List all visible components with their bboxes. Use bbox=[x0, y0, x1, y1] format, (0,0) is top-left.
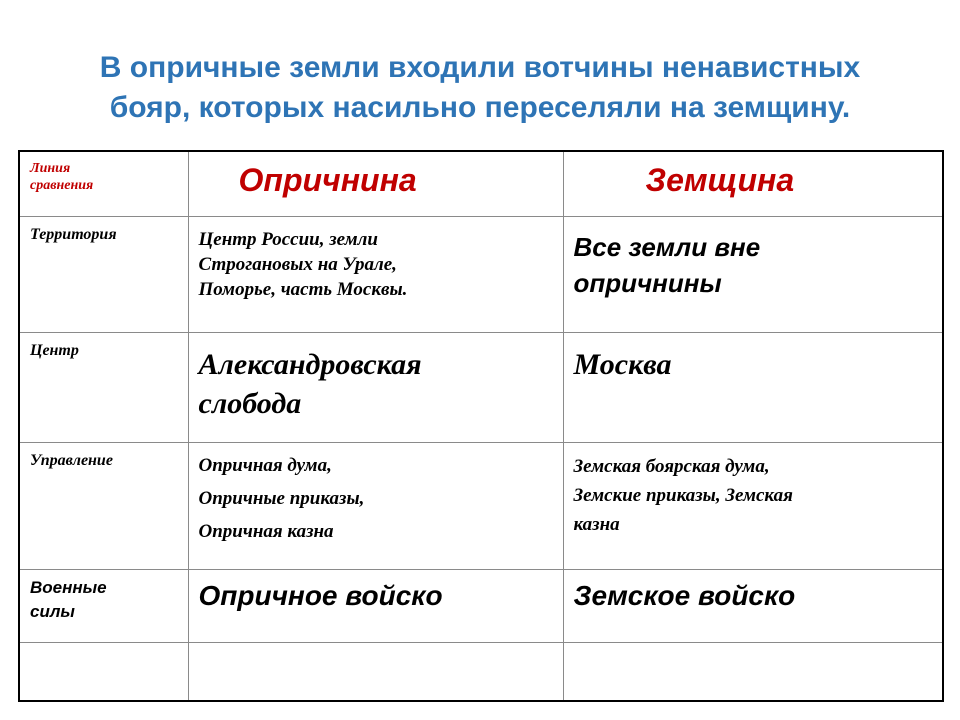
cell-zemshchina-governance bbox=[563, 442, 943, 569]
criteria-header-line-1: Линия bbox=[30, 161, 71, 176]
oprichnina-header: Опричнина bbox=[188, 151, 563, 216]
text-line: опричнины bbox=[573, 267, 722, 298]
table-row-military bbox=[19, 569, 943, 642]
row-label-governance: Управление bbox=[19, 442, 188, 569]
cell-zemshchina-territory bbox=[563, 216, 943, 332]
text-line: Земское войско bbox=[573, 579, 796, 611]
comparison-table bbox=[18, 150, 944, 702]
empty-cell bbox=[19, 642, 188, 701]
cell-zemshchina-military bbox=[563, 569, 943, 642]
cell-oprichnina-governance bbox=[188, 442, 563, 569]
text-line: казна bbox=[573, 513, 620, 535]
row-label-line-1: Военные bbox=[30, 577, 107, 597]
title-line-1: В опричные земли входили вотчины ненавистных bbox=[99, 51, 861, 84]
row-label-territory: Территория bbox=[19, 216, 188, 332]
text-line: Поморье, часть Москвы. bbox=[198, 278, 408, 300]
text-line: Александровская bbox=[198, 347, 422, 381]
table-row-governance bbox=[19, 442, 943, 569]
text-line: слобода bbox=[198, 386, 302, 420]
text-line: Центр России, земли bbox=[198, 228, 378, 250]
table-row-territory bbox=[19, 216, 943, 332]
cell-oprichnina-military bbox=[188, 569, 563, 642]
title-line-2: бояр, которых насильно переселяли на земщину. bbox=[109, 91, 851, 124]
cell-oprichnina-territory bbox=[188, 216, 563, 332]
criteria-header-cell bbox=[19, 151, 188, 216]
cell-zemshchina-center bbox=[563, 332, 943, 442]
row-label-center: Центр bbox=[19, 332, 188, 442]
text-line: Опричное войско bbox=[198, 579, 443, 611]
slide-title bbox=[0, 48, 960, 128]
table-header-row bbox=[19, 151, 943, 216]
row-label-military bbox=[19, 569, 188, 642]
text-line: Опричные приказы, bbox=[198, 487, 365, 509]
table-row-empty bbox=[19, 642, 943, 701]
text-line: Опричная дума, bbox=[198, 454, 332, 476]
text-line: Все земли вне bbox=[573, 231, 761, 262]
empty-cell bbox=[188, 642, 563, 701]
zemshchina-header: Земщина bbox=[563, 151, 943, 216]
empty-cell bbox=[563, 642, 943, 701]
criteria-header-line-2: сравнения bbox=[30, 178, 94, 193]
text-line: Земская боярская дума, bbox=[573, 455, 770, 477]
text-line: Москва bbox=[573, 347, 672, 381]
text-line: Опричная казна bbox=[198, 520, 334, 542]
text-line: Строгановых на Урале, bbox=[198, 253, 397, 275]
text-line: Земские приказы, Земская bbox=[573, 484, 793, 506]
cell-oprichnina-center bbox=[188, 332, 563, 442]
table-row-center bbox=[19, 332, 943, 442]
row-label-line-2: силы bbox=[30, 601, 75, 621]
